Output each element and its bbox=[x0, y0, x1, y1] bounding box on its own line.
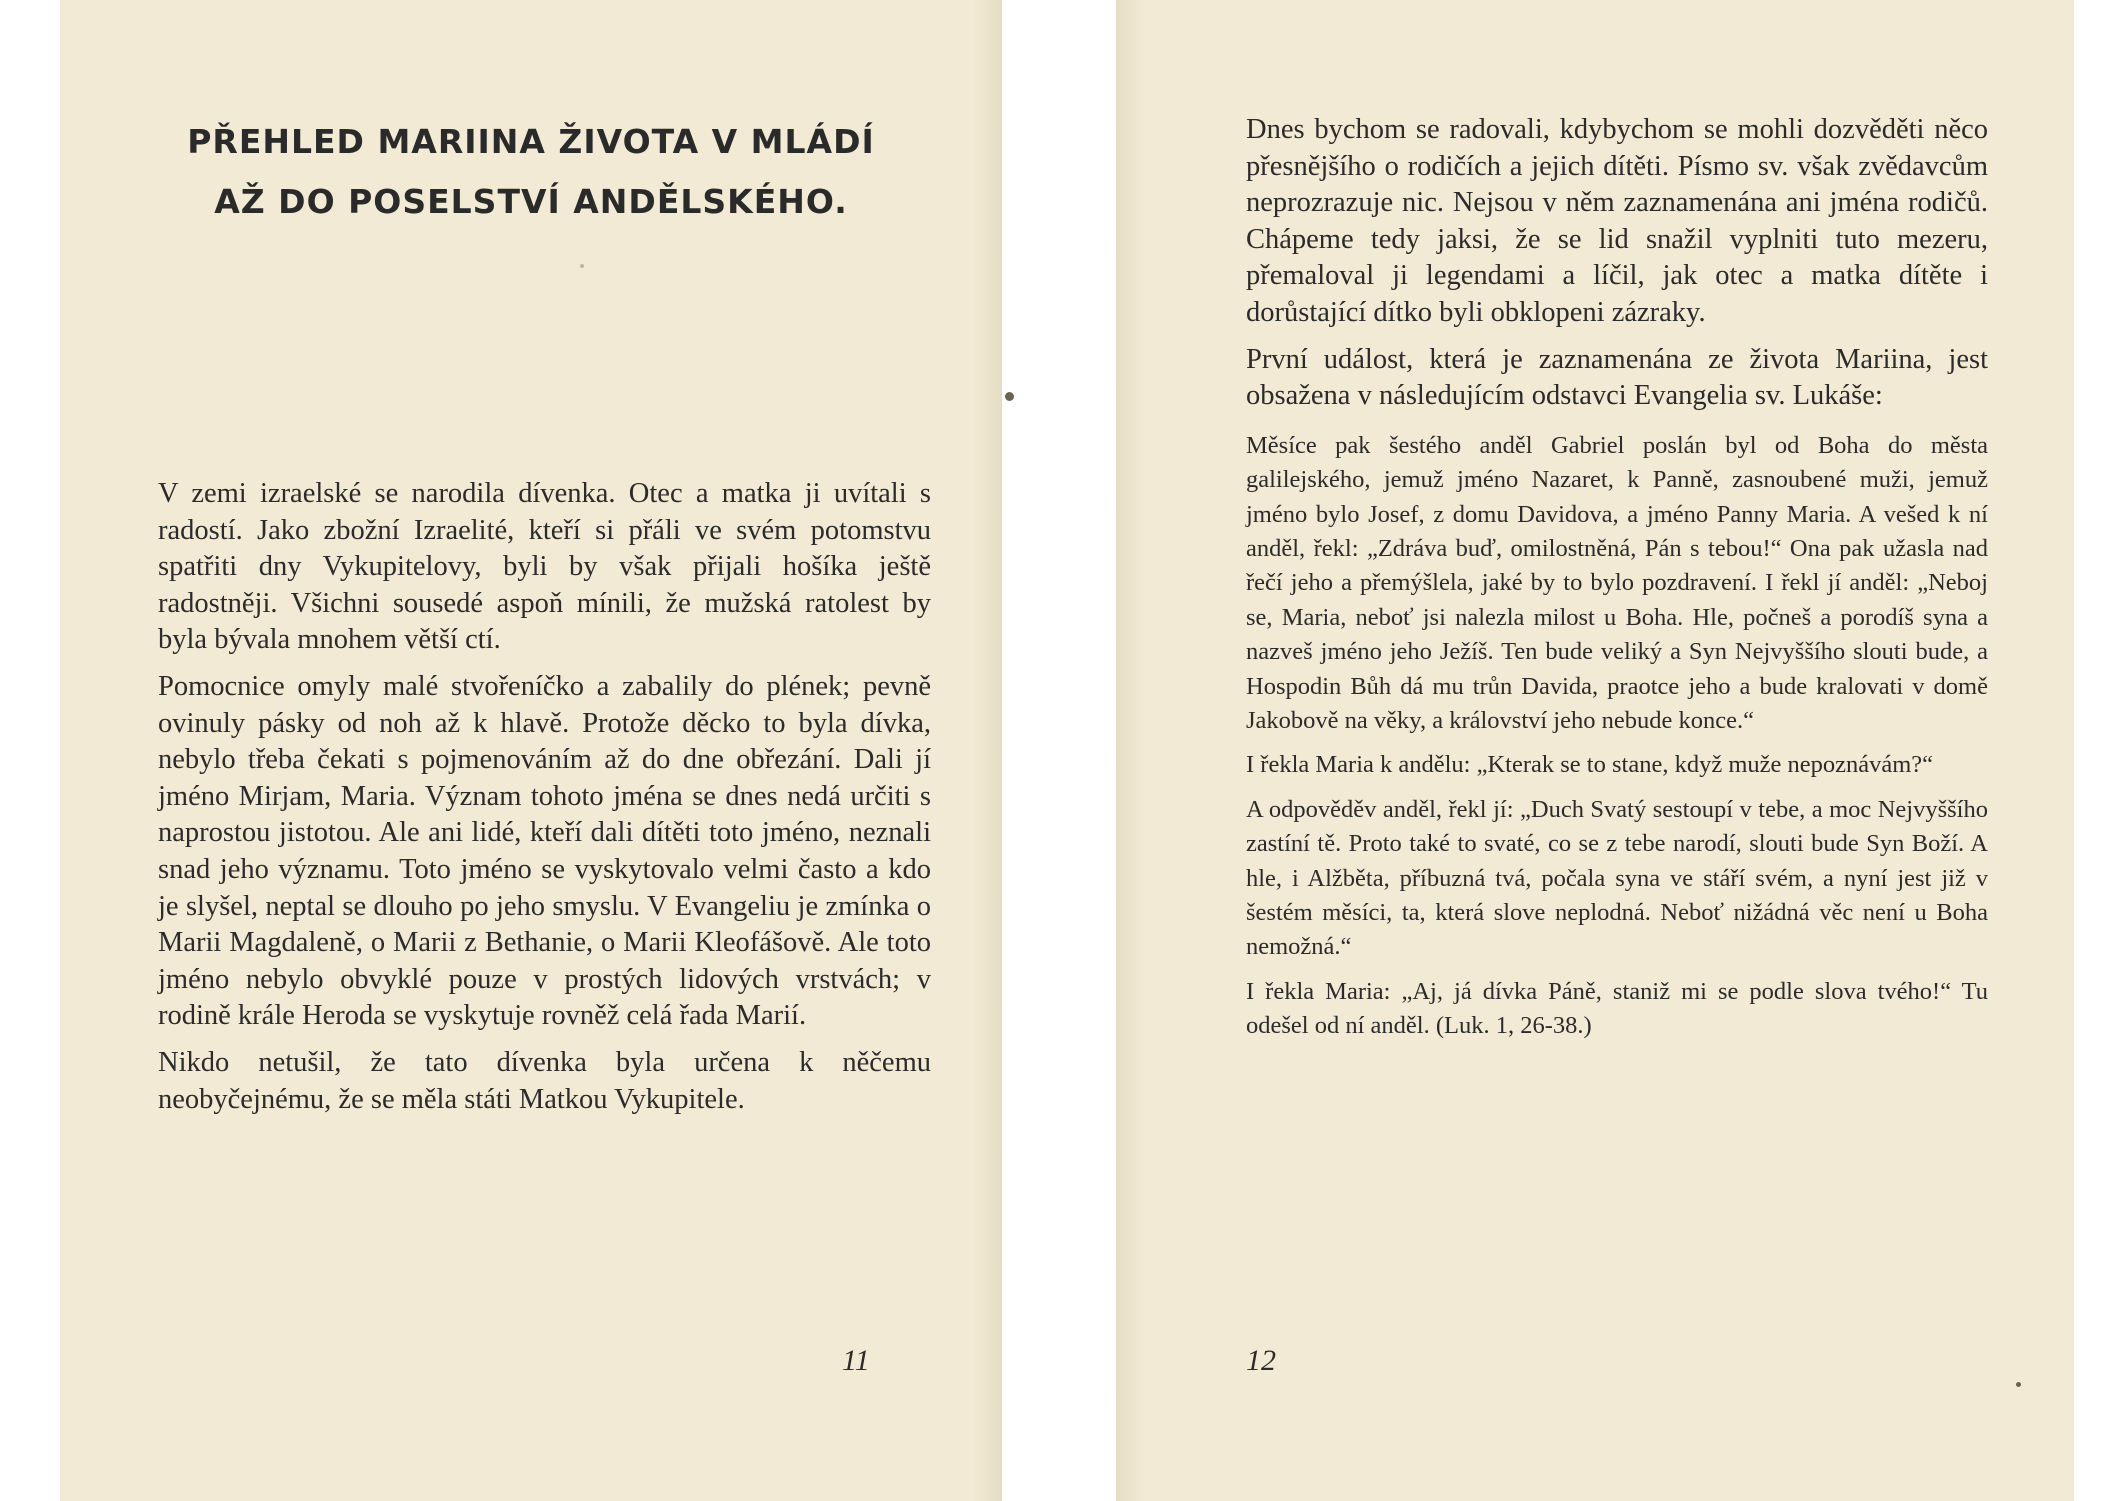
right-page bbox=[1116, 0, 2074, 1501]
scripture-quote: I řekla Maria: „Aj, já dívka Páně, staniž mi se podle slova tvého!“ Tu odešel od ní anděl. (Luk. 1, 26-38.) bbox=[1246, 977, 1988, 1040]
page-number: 12 bbox=[1246, 1344, 1276, 1377]
paragraph: První událost, která je zaznamenána ze života Mariina, jest obsažena v následujícím odstavci Evangelia sv. Lukáše: bbox=[1246, 343, 1988, 412]
scripture-quote: I řekla Maria k andělu: „Kterak se to stane, když muže nepoznávám?“ bbox=[1246, 751, 1934, 779]
chapter-title-line-2: AŽ DO POSELSTVÍ ANDĚLSKÉHO. bbox=[214, 182, 848, 221]
paragraph: V zemi izraelské se narodila dívenka. Otec a matka ji uvítali s radostí. Jako zbožní Izraelité, kteří si přáli ve svém potomstvu spatřiti dny Vykupitelovy, byli by však přijali hošíka ještě radostněji. Všichni sousedé aspoň mínili, že mužská ratolest by byla bývala mnohem větší ctí. bbox=[158, 478, 931, 656]
paragraph: Pomocnice omyly malé stvořeníčko a zabalily do plének; pevně ovinuly pásky od noh až k hlavě. Protože děcko to byla dívka, nebylo třeba čekati s pojmenováním až do dne obřezání. Dali jí jméno Mirjam, Maria. Význam tohoto jména se dnes nedá určiti s naprostou jistotou. Ale ani lidé, kteří dali dítěti toto jméno, neznali snad jeho významu. Toto jméno se vyskytovalo velmi často a kdo je slyšel, neptal se dlouho po jeho smyslu. V Evangeliu je zmínka o Marii Magdaleně, o Marii z Bethanie, o Marii Kleofášově. Ale toto jméno nebylo obvyklé pouze v prostých lidových vrstvách; v rodině krále Heroda se vyskytuje rovněž celá řada Marií. bbox=[158, 670, 931, 1032]
paragraph: Dnes bychom se radovali, kdybychom se mohli dozvěděti něco přesnějšího o rodičích a jejich dítěti. Písmo sv. však zvědavcům neprozrazuje nic. Nejsou v něm zaznamenána ani jména rodičů. Chápeme tedy jaksi, že se lid snažil vyplniti tuto mezeru, přemaloval ji legendami a líčil, jak otec a matka dítěte i dorůstající dítko byli obklopeni zázraky. bbox=[1246, 114, 1988, 328]
right-body-text bbox=[1246, 112, 1988, 1054]
scripture-quote: Měsíce pak šestého anděl Gabriel poslán byl od Boha do města galilejského, jemuž jméno Nazaret, k Panně, zasnoubené muži, jemuž jméno bylo Josef, z domu Davidova, a jméno Panny Maria. A vešed k ní anděl, řekl: „Zdráva buď, omilostněná, Pán s tebou!“ Ona pak užasla nad řečí jeho a přemýšlela, jaké by to bylo pozdravení. I řekl jí anděl: „Neboj se, Maria, neboť jsi nalezla milost u Boha. Hle, počneš a porodíš syna a nazveš jméno jeho Ježíš. Ten bude veliký a Syn Nejvyššího slouti bude, a Hospodin Bůh dá mu trůn Davida, praotce jeho a bude kralovati v domě Jakobově na věky, a království jeho nebude konce.“ bbox=[1246, 431, 1988, 734]
paragraph: Nikdo netušil, že tato dívenka byla určena k něčemu neobyčejnému, že se měla státi Matkou Vykupitele. bbox=[158, 1046, 931, 1115]
left-body-text bbox=[158, 476, 931, 1128]
gutter-shadow bbox=[1116, 0, 1146, 1501]
gutter-shadow bbox=[972, 0, 1002, 1501]
chapter-title-line-1: PŘEHLED MARIINA ŽIVOTA V MLÁDÍ bbox=[187, 122, 875, 161]
scripture-quote: A odpověděv anděl, řekl jí: „Duch Svatý sestoupí v tebe, a moc Nejvyššího zastíní tě. Proto také to svaté, co se z tebe narodí, slouti bude Syn Boží. A hle, i Alžběta, příbuzná tvá, počala syna ve stáří svém, a nyní jest již v šestém měsíci, ta, která slove neplodná. Neboť nižádná věc není u Boha nemožná.“ bbox=[1246, 795, 1988, 961]
page-number: 11 bbox=[842, 1344, 870, 1377]
chapter-title bbox=[160, 112, 902, 232]
left-page bbox=[60, 0, 1002, 1501]
paper-speck bbox=[580, 264, 584, 268]
paper-speck bbox=[1005, 392, 1014, 401]
paper-speck bbox=[2016, 1382, 2021, 1387]
